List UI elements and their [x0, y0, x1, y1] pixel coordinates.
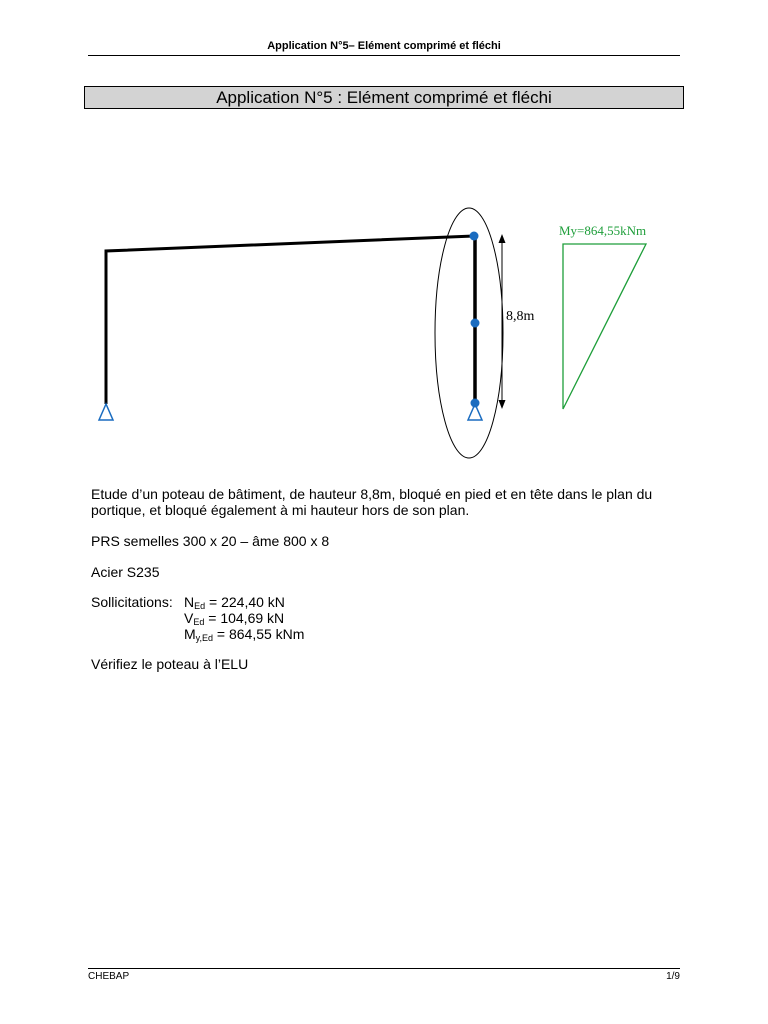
intro-paragraph: Etude d’un poteau de bâtiment, de hauteur 8,8m, bloqué en pied et en tête dans le plan du portique, et bloqué également à mi hauteur hors de son plan. — [91, 486, 653, 518]
loads-list — [184, 594, 304, 642]
moment-diagram — [563, 244, 646, 409]
section-description: PRS semelles 300 x 20 – âme 800 x 8 — [91, 533, 330, 549]
load-bending-moment: $M_{y,Ed} = 864,55$ kNm — [184, 626, 305, 643]
page-number: 1/9 — [666, 971, 680, 982]
footer-organization: CHEBAP — [88, 971, 130, 982]
steel-grade: Acier S235 — [91, 564, 160, 580]
footer-rule — [88, 968, 680, 969]
load-shear-force: $V_{Ed} = 104,69$ kN — [184, 610, 285, 627]
running-header: Application N°5– Elément comprimé et fléchi — [267, 40, 501, 52]
page-title: Application N°5 : Elément comprimé et fléchi — [84, 86, 684, 109]
height-label: 8,8m — [506, 309, 535, 324]
column-top-node — [470, 232, 479, 241]
frame-beam-and-left-column — [106, 236, 474, 404]
header-rule — [88, 55, 680, 56]
task-instruction: Vérifiez le poteau à l’ELU — [91, 656, 249, 672]
load-axial-force: $N_{Ed} = 224,40$ kN — [184, 594, 285, 611]
column-mid-node — [471, 319, 480, 328]
moment-label: My=864,55kNm — [559, 223, 647, 238]
loads-label: Sollicitations: — [91, 594, 173, 610]
dimension-arrow-top-icon — [499, 234, 506, 243]
left-pinned-support-icon — [99, 404, 113, 420]
dimension-arrow-bottom-icon — [499, 400, 506, 409]
portal-frame-figure — [0, 200, 768, 465]
